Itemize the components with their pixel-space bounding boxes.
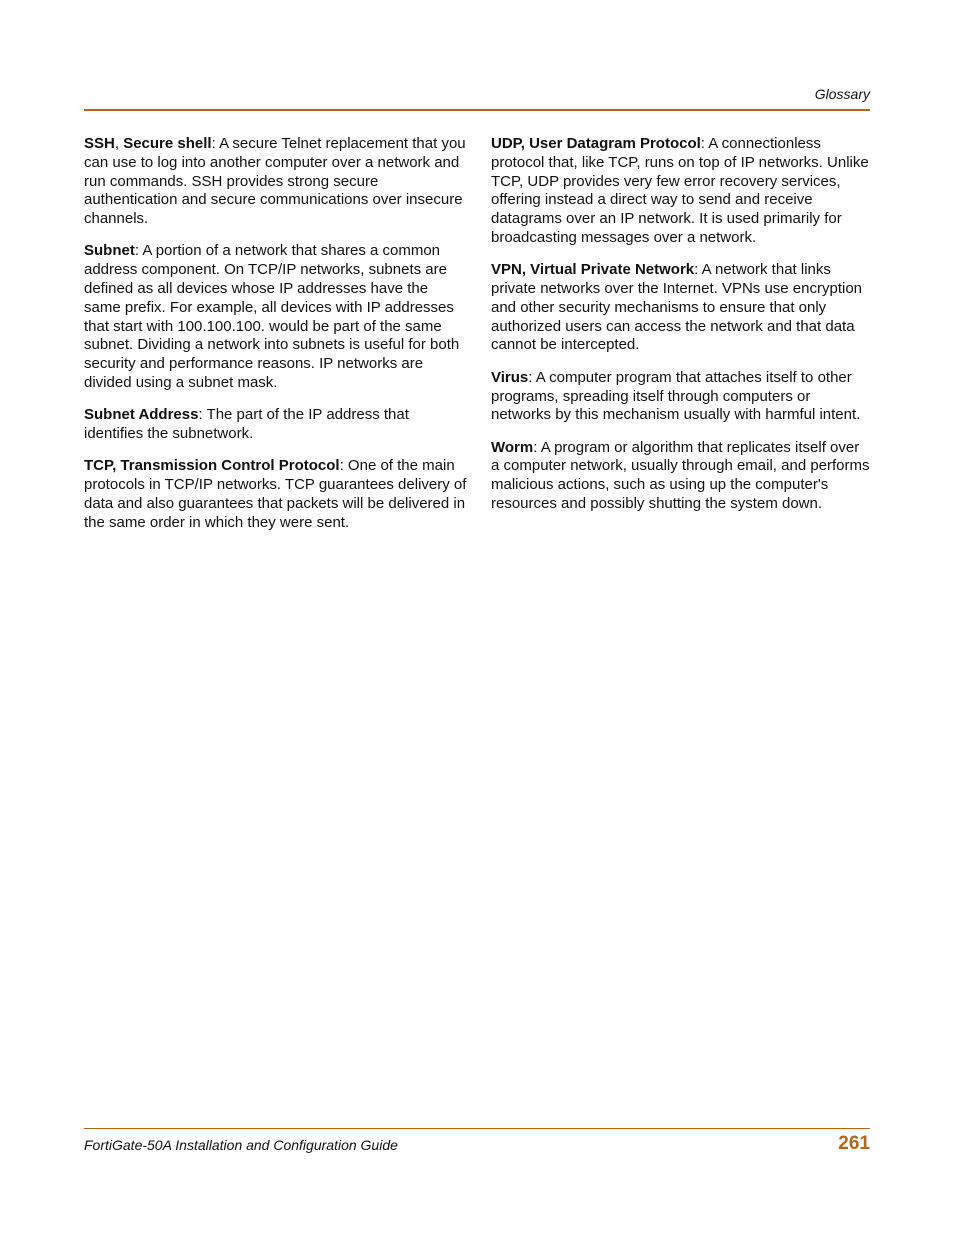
- glossary-definition: : A connectionless protocol that, like TCP, runs on top of IP networks. Unlike TCP, UDP provides very few error recovery services, offering instead a direct way to send and receive datagrams over an IP network. It is used primarily for broadcasting messages over a network.: [491, 135, 869, 246]
- glossary-term-alt: Secure shell: [123, 135, 212, 152]
- glossary-entry-tcp: [84, 457, 468, 532]
- glossary-definition: : A network that links private networks over the Internet. VPNs use encryption and other security mechanisms to ensure that only authorized users can access the network and that data cannot be intercepted.: [491, 261, 863, 354]
- glossary-term: TCP, Transmission Control Protocol: [84, 457, 340, 475]
- glossary-entry-ssh: [84, 135, 468, 229]
- footer-document-title: FortiGate-50A Installation and Configuration Guide: [84, 1137, 398, 1153]
- glossary-term: SSH: [84, 135, 115, 152]
- glossary-definition: : A secure Telnet replacement that you can use to log into another computer over a network and run commands. SSH provides strong secure authentication and secure communications over insecure channels.: [84, 135, 466, 228]
- glossary-definition: : A computer program that attaches itself to other programs, spreading itself through computers or networks by this mechanism usually with harmful intent.: [491, 368, 861, 424]
- glossary-definition: : The part of the IP address that identifies the subnetwork.: [84, 406, 409, 443]
- footer-rule: [84, 1128, 870, 1129]
- page-number: 261: [838, 1133, 870, 1154]
- glossary-entry-vpn: [491, 261, 871, 355]
- glossary-definition: : A program or algorithm that replicates itself over a computer network, usually through email, and performs malicious actions, such as using up the computer's resources and possibly shutting the system down.: [491, 438, 870, 513]
- glossary-definition: : One of the main protocols in TCP/IP networks. TCP guarantees delivery of data and also guarantees that packets will be delivered in the same order in which they were sent.: [84, 457, 467, 531]
- glossary-term: Virus: [491, 368, 529, 386]
- glossary-definition: : A portion of a network that shares a common address component. On TCP/IP networks, subnets are defined as all devices whose IP addresses have the same prefix. For example, all devices with IP addresses that start with 100.100.100. would be part of the same subnet. Dividing a network into subnets is useful for both security and performance reasons. IP networks are divided using a subnet mask.: [84, 242, 460, 392]
- glossary-term: Subnet Address: [84, 406, 199, 424]
- glossary-entry-subnet: [84, 242, 468, 392]
- glossary-entry-subnet-address: [84, 406, 468, 444]
- glossary-term: UDP, User Datagram Protocol: [491, 135, 701, 152]
- glossary-term: VPN, Virtual Private Network: [491, 261, 695, 279]
- glossary-entry-udp: [491, 135, 871, 248]
- glossary-term: Worm: [491, 438, 534, 456]
- term-separator: ,: [114, 135, 124, 152]
- glossary-entry-virus: [491, 369, 871, 425]
- header-section-title: Glossary: [814, 86, 870, 102]
- header-rule: [84, 109, 870, 111]
- glossary-entry-worm: [491, 439, 871, 514]
- glossary-column-right: [491, 135, 871, 527]
- glossary-term: Subnet: [84, 242, 135, 260]
- glossary-column-left: [84, 135, 468, 546]
